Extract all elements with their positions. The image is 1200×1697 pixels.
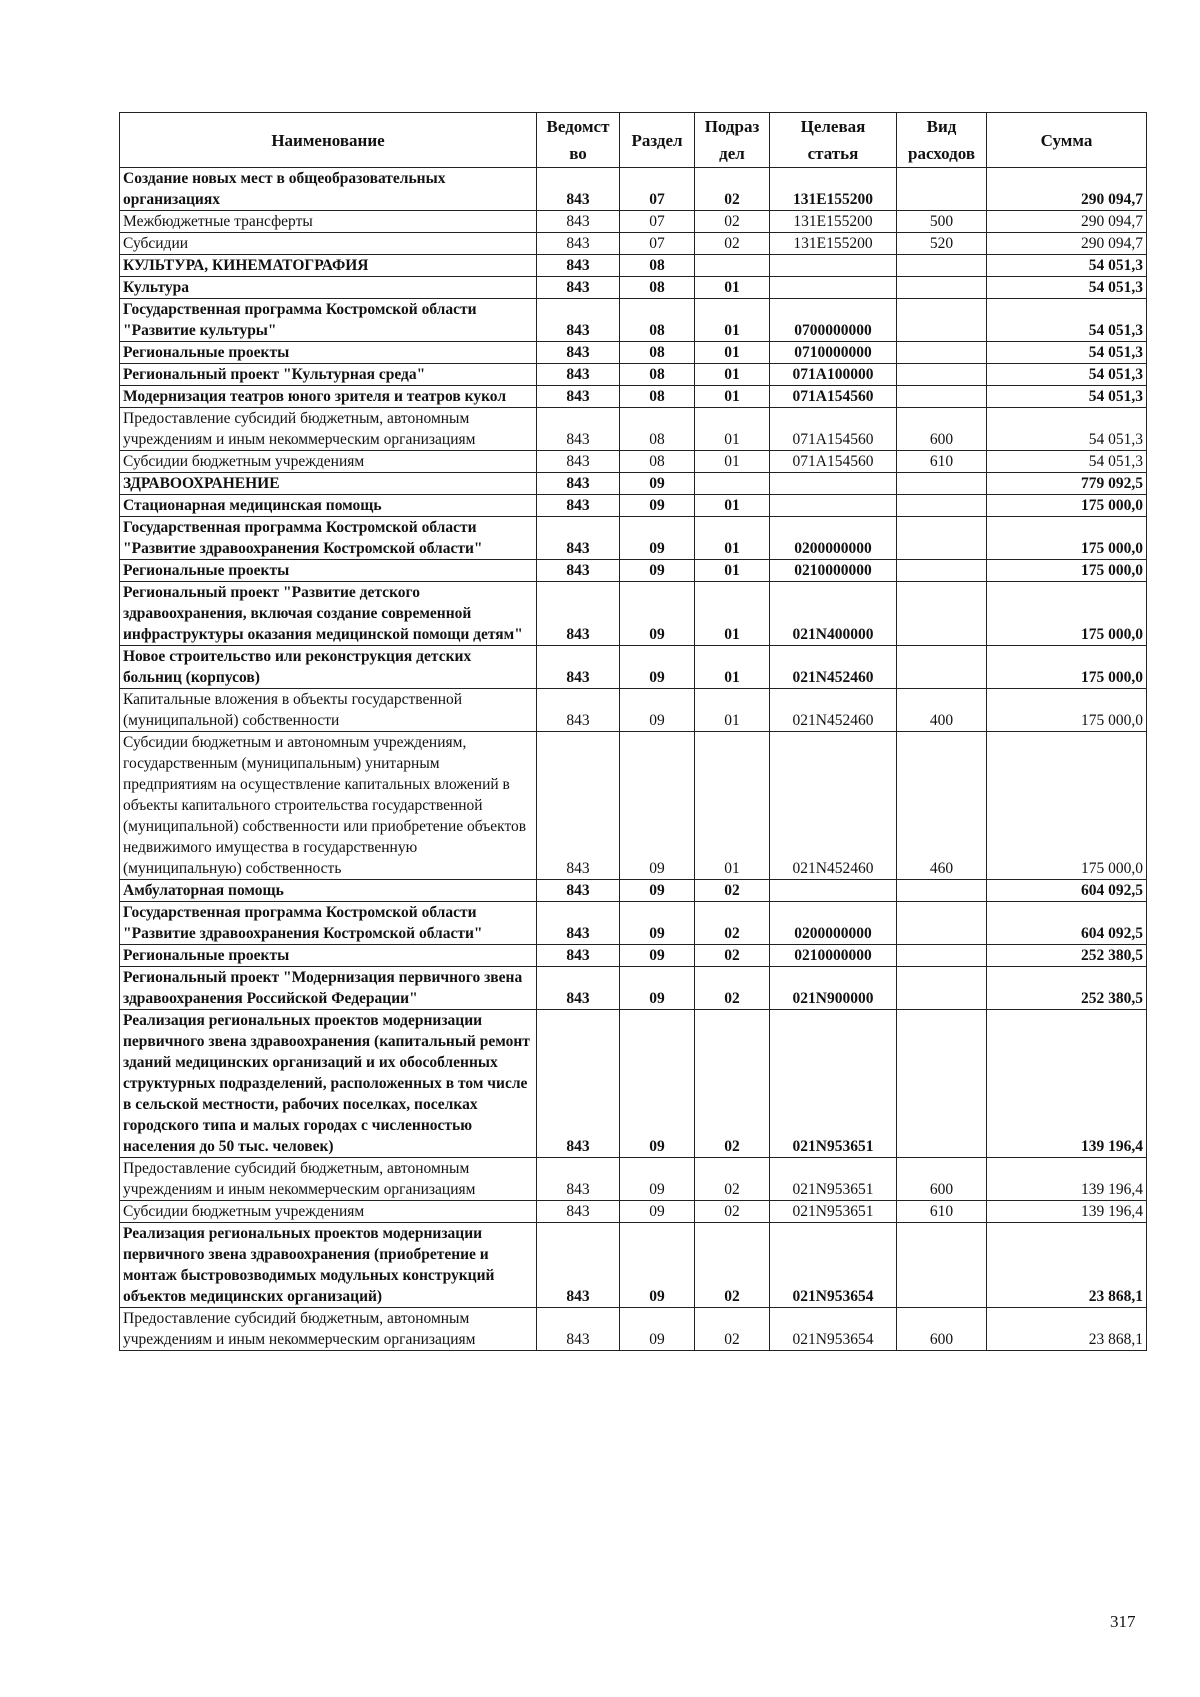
cell-department: 843 [537, 451, 620, 473]
cell-target-article: 021N953651 [770, 1201, 897, 1223]
header-subsection-line1: Подраз [704, 117, 760, 136]
cell-name: Субсидии бюджетным учреждениям [120, 1201, 537, 1223]
cell-department: 843 [537, 902, 620, 945]
cell-sum: 252 380,5 [987, 945, 1147, 967]
cell-department: 843 [537, 211, 620, 233]
cell-expense-type: 610 [897, 451, 987, 473]
cell-name: Государственная программа Костромской области "Развитие здравоохранения Костромской области" [120, 517, 537, 560]
cell-expense-type: 400 [897, 689, 987, 732]
cell-target-article: 021N953651 [770, 1010, 897, 1158]
cell-name: Государственная программа Костромской области "Развитие культуры" [120, 299, 537, 342]
cell-expense-type [897, 255, 987, 277]
table-row [120, 517, 1147, 560]
cell-name: Реализация региональных проектов модернизации первичного звена здравоохранения (приобретение и монтаж быстровозводимых модульных конструкций объектов медицинских организаций) [120, 1223, 537, 1308]
cell-section: 09 [620, 582, 695, 646]
cell-subsection: 02 [695, 1158, 770, 1201]
cell-sum: 54 051,3 [987, 277, 1147, 299]
cell-expense-type [897, 168, 987, 211]
cell-target-article: 021N953654 [770, 1223, 897, 1308]
cell-target-article: 0200000000 [770, 902, 897, 945]
cell-subsection: 01 [695, 451, 770, 473]
cell-subsection: 02 [695, 902, 770, 945]
cell-section: 08 [620, 408, 695, 451]
cell-name: Модернизация театров юного зрителя и театров кукол [120, 386, 537, 408]
cell-section: 09 [620, 732, 695, 880]
cell-target-article: 0710000000 [770, 342, 897, 364]
cell-section: 09 [620, 560, 695, 582]
cell-name: КУЛЬТУРА, КИНЕМАТОГРАФИЯ [120, 255, 537, 277]
cell-sum: 175 000,0 [987, 517, 1147, 560]
cell-subsection: 01 [695, 582, 770, 646]
header-sum: Сумма [987, 113, 1147, 168]
header-name: Наименование [120, 113, 537, 168]
cell-subsection: 01 [695, 560, 770, 582]
cell-department: 843 [537, 945, 620, 967]
table-row [120, 473, 1147, 495]
cell-section: 09 [620, 945, 695, 967]
cell-expense-type [897, 945, 987, 967]
cell-sum: 54 051,3 [987, 451, 1147, 473]
cell-subsection: 01 [695, 517, 770, 560]
cell-section: 08 [620, 277, 695, 299]
cell-department: 843 [537, 689, 620, 732]
cell-sum: 54 051,3 [987, 386, 1147, 408]
cell-expense-type: 610 [897, 1201, 987, 1223]
table-row [120, 560, 1147, 582]
header-department-line2: во [569, 144, 587, 163]
cell-sum: 54 051,3 [987, 255, 1147, 277]
cell-sum: 54 051,3 [987, 408, 1147, 451]
cell-section: 09 [620, 689, 695, 732]
cell-section: 08 [620, 255, 695, 277]
table-row [120, 945, 1147, 967]
table-row [120, 646, 1147, 689]
cell-sum: 175 000,0 [987, 646, 1147, 689]
cell-name: Субсидии бюджетным учреждениям [120, 451, 537, 473]
cell-sum: 54 051,3 [987, 364, 1147, 386]
cell-section: 08 [620, 451, 695, 473]
cell-subsection: 01 [695, 364, 770, 386]
cell-subsection: 02 [695, 168, 770, 211]
table-row [120, 451, 1147, 473]
cell-target-article: 0200000000 [770, 517, 897, 560]
cell-name: Межбюджетные трансферты [120, 211, 537, 233]
table-row [120, 902, 1147, 945]
cell-name: Культура [120, 277, 537, 299]
cell-name: Субсидии бюджетным и автономным учреждениям, государственным (муниципальным) унитарным предприятиям на осуществление капитальных вложений в объекты капитального строительства государственной (муниципальной) собственности или приобретение объектов недвижимого имущества в государственную (муниципальную) собственность [120, 732, 537, 880]
cell-target-article: 021N452460 [770, 646, 897, 689]
table-row [120, 582, 1147, 646]
header-exptype-line1: Вид [926, 117, 957, 136]
cell-target-article: 071A154560 [770, 451, 897, 473]
cell-target-article: 021N900000 [770, 967, 897, 1010]
table-row [120, 1158, 1147, 1201]
cell-subsection: 02 [695, 967, 770, 1010]
cell-department: 843 [537, 473, 620, 495]
cell-subsection: 02 [695, 1010, 770, 1158]
cell-section: 08 [620, 386, 695, 408]
cell-expense-type [897, 342, 987, 364]
cell-section: 09 [620, 1308, 695, 1351]
cell-department: 843 [537, 277, 620, 299]
header-target-line1: Целевая [800, 117, 866, 136]
cell-subsection: 01 [695, 299, 770, 342]
cell-sum: 290 094,7 [987, 211, 1147, 233]
cell-department: 843 [537, 646, 620, 689]
cell-section: 08 [620, 299, 695, 342]
table-row [120, 1201, 1147, 1223]
cell-department: 843 [537, 1010, 620, 1158]
cell-subsection: 02 [695, 880, 770, 902]
cell-subsection: 02 [695, 233, 770, 255]
table-header-row [120, 113, 1147, 168]
cell-target-article: 071A154560 [770, 408, 897, 451]
cell-sum: 175 000,0 [987, 732, 1147, 880]
cell-department: 843 [537, 1201, 620, 1223]
cell-name: Реализация региональных проектов модернизации первичного звена здравоохранения (капитальный ремонт зданий медицинских организаций и их обособленных структурных подразделений, расположенных в том числе в сельской местности, рабочих поселках, поселках городского типа и малых городах с численностью населения до 50 тыс. человек) [120, 1010, 537, 1158]
cell-subsection: 01 [695, 342, 770, 364]
cell-name: Создание новых мест в общеобразовательных организациях [120, 168, 537, 211]
table-row [120, 342, 1147, 364]
header-section: Раздел [620, 113, 695, 168]
cell-section: 09 [620, 1010, 695, 1158]
cell-expense-type [897, 646, 987, 689]
table-row [120, 1308, 1147, 1351]
cell-expense-type [897, 299, 987, 342]
cell-expense-type: 600 [897, 408, 987, 451]
header-target-line2: статья [807, 144, 859, 163]
cell-department: 843 [537, 342, 620, 364]
cell-department: 843 [537, 255, 620, 277]
cell-subsection: 02 [695, 211, 770, 233]
cell-target-article [770, 880, 897, 902]
cell-name: Новое строительство или реконструкция детских больниц (корпусов) [120, 646, 537, 689]
cell-section: 07 [620, 233, 695, 255]
cell-section: 09 [620, 646, 695, 689]
cell-subsection: 01 [695, 408, 770, 451]
cell-department: 843 [537, 560, 620, 582]
cell-expense-type: 460 [897, 732, 987, 880]
cell-target-article: 021N400000 [770, 582, 897, 646]
cell-name: Стационарная медицинская помощь [120, 495, 537, 517]
cell-sum: 54 051,3 [987, 299, 1147, 342]
cell-department: 843 [537, 1223, 620, 1308]
cell-subsection: 01 [695, 277, 770, 299]
cell-expense-type [897, 1223, 987, 1308]
cell-sum: 290 094,7 [987, 233, 1147, 255]
cell-expense-type [897, 902, 987, 945]
cell-name: Региональные проекты [120, 560, 537, 582]
cell-target-article [770, 495, 897, 517]
cell-department: 843 [537, 408, 620, 451]
cell-target-article: 0700000000 [770, 299, 897, 342]
header-subsection-line2: дел [719, 144, 745, 163]
header-subsection [695, 113, 770, 168]
cell-subsection [695, 473, 770, 495]
table-row [120, 168, 1147, 211]
table-row [120, 1223, 1147, 1308]
cell-sum: 779 092,5 [987, 473, 1147, 495]
cell-name: Предоставление субсидий бюджетным, автономным учреждениям и иным некоммерческим организациям [120, 1308, 537, 1351]
cell-section: 09 [620, 880, 695, 902]
cell-target-article: 131E155200 [770, 233, 897, 255]
cell-name: Государственная программа Костромской области "Развитие здравоохранения Костромской области" [120, 902, 537, 945]
cell-department: 843 [537, 495, 620, 517]
table-row [120, 880, 1147, 902]
header-department [537, 113, 620, 168]
cell-target-article: 071A154560 [770, 386, 897, 408]
cell-target-article: 021N452460 [770, 689, 897, 732]
cell-target-article: 131E155200 [770, 211, 897, 233]
cell-target-article: 021N452460 [770, 732, 897, 880]
table-row [120, 211, 1147, 233]
header-target-article [770, 113, 897, 168]
cell-section: 09 [620, 473, 695, 495]
cell-sum: 23 868,1 [987, 1223, 1147, 1308]
cell-sum: 175 000,0 [987, 689, 1147, 732]
cell-section: 07 [620, 168, 695, 211]
cell-section: 09 [620, 967, 695, 1010]
cell-department: 843 [537, 517, 620, 560]
cell-section: 08 [620, 364, 695, 386]
table-body [120, 168, 1147, 1351]
cell-target-article: 021N953651 [770, 1158, 897, 1201]
cell-sum: 54 051,3 [987, 342, 1147, 364]
cell-sum: 252 380,5 [987, 967, 1147, 1010]
cell-name: ЗДРАВООХРАНЕНИЕ [120, 473, 537, 495]
cell-expense-type [897, 582, 987, 646]
cell-subsection [695, 255, 770, 277]
cell-expense-type [897, 967, 987, 1010]
cell-sum: 23 868,1 [987, 1308, 1147, 1351]
cell-sum: 175 000,0 [987, 495, 1147, 517]
cell-section: 07 [620, 211, 695, 233]
cell-target-article: 131E155200 [770, 168, 897, 211]
cell-sum: 139 196,4 [987, 1158, 1147, 1201]
cell-name: Региональный проект "Развитие детского здравоохранения, включая создание современной инфраструктуры оказания медицинской помощи детям" [120, 582, 537, 646]
cell-department: 843 [537, 582, 620, 646]
cell-subsection: 01 [695, 646, 770, 689]
cell-name: Предоставление субсидий бюджетным, автономным учреждениям и иным некоммерческим организациям [120, 408, 537, 451]
cell-target-article [770, 473, 897, 495]
cell-expense-type [897, 560, 987, 582]
cell-expense-type [897, 495, 987, 517]
cell-department: 843 [537, 880, 620, 902]
table-row [120, 364, 1147, 386]
table-row [120, 967, 1147, 1010]
header-department-line1: Ведомст [546, 117, 610, 136]
cell-expense-type [897, 880, 987, 902]
cell-section: 09 [620, 517, 695, 560]
cell-sum: 175 000,0 [987, 582, 1147, 646]
page-number: 317 [1110, 1612, 1136, 1631]
cell-department: 843 [537, 364, 620, 386]
cell-target-article [770, 277, 897, 299]
cell-name: Субсидии [120, 233, 537, 255]
cell-department: 843 [537, 967, 620, 1010]
cell-section: 09 [620, 1158, 695, 1201]
table-row [120, 1010, 1147, 1158]
table-row [120, 732, 1147, 880]
cell-section: 09 [620, 495, 695, 517]
cell-name: Региональные проекты [120, 342, 537, 364]
cell-expense-type [897, 277, 987, 299]
table-row [120, 277, 1147, 299]
cell-target-article: 071A100000 [770, 364, 897, 386]
table-row [120, 689, 1147, 732]
cell-subsection: 01 [695, 495, 770, 517]
cell-sum: 139 196,4 [987, 1201, 1147, 1223]
cell-subsection: 02 [695, 1201, 770, 1223]
header-exptype-line2: расходов [908, 144, 975, 163]
table-row [120, 233, 1147, 255]
cell-name: Региональные проекты [120, 945, 537, 967]
cell-expense-type [897, 473, 987, 495]
cell-expense-type [897, 517, 987, 560]
cell-expense-type [897, 1010, 987, 1158]
cell-section: 09 [620, 1223, 695, 1308]
cell-name: Региональный проект "Модернизация первичного звена здравоохранения Российской Федерации" [120, 967, 537, 1010]
cell-name: Предоставление субсидий бюджетным, автономным учреждениям и иным некоммерческим организациям [120, 1158, 537, 1201]
cell-name: Региональный проект "Культурная среда" [120, 364, 537, 386]
table-row [120, 255, 1147, 277]
cell-department: 843 [537, 386, 620, 408]
cell-expense-type [897, 364, 987, 386]
table-row [120, 299, 1147, 342]
cell-sum: 604 092,5 [987, 880, 1147, 902]
cell-sum: 175 000,0 [987, 560, 1147, 582]
cell-expense-type: 600 [897, 1308, 987, 1351]
cell-department: 843 [537, 1308, 620, 1351]
cell-target-article: 021N953654 [770, 1308, 897, 1351]
cell-subsection: 02 [695, 1308, 770, 1351]
cell-subsection: 01 [695, 689, 770, 732]
cell-sum: 604 092,5 [987, 902, 1147, 945]
cell-target-article: 0210000000 [770, 560, 897, 582]
table-row [120, 495, 1147, 517]
cell-department: 843 [537, 1158, 620, 1201]
cell-target-article [770, 255, 897, 277]
cell-expense-type: 600 [897, 1158, 987, 1201]
cell-section: 09 [620, 902, 695, 945]
cell-expense-type: 500 [897, 211, 987, 233]
budget-table [119, 112, 1147, 1351]
cell-section: 08 [620, 342, 695, 364]
cell-section: 09 [620, 1201, 695, 1223]
cell-department: 843 [537, 233, 620, 255]
cell-sum: 139 196,4 [987, 1010, 1147, 1158]
cell-subsection: 01 [695, 386, 770, 408]
cell-department: 843 [537, 299, 620, 342]
cell-subsection: 01 [695, 732, 770, 880]
cell-sum: 290 094,7 [987, 168, 1147, 211]
cell-subsection: 02 [695, 945, 770, 967]
cell-subsection: 02 [695, 1223, 770, 1308]
cell-name: Амбулаторная помощь [120, 880, 537, 902]
table-row [120, 386, 1147, 408]
cell-department: 843 [537, 732, 620, 880]
header-expense-type [897, 113, 987, 168]
cell-expense-type [897, 386, 987, 408]
cell-expense-type: 520 [897, 233, 987, 255]
table-row [120, 408, 1147, 451]
cell-department: 843 [537, 168, 620, 211]
cell-name: Капитальные вложения в объекты государственной (муниципальной) собственности [120, 689, 537, 732]
cell-target-article: 0210000000 [770, 945, 897, 967]
